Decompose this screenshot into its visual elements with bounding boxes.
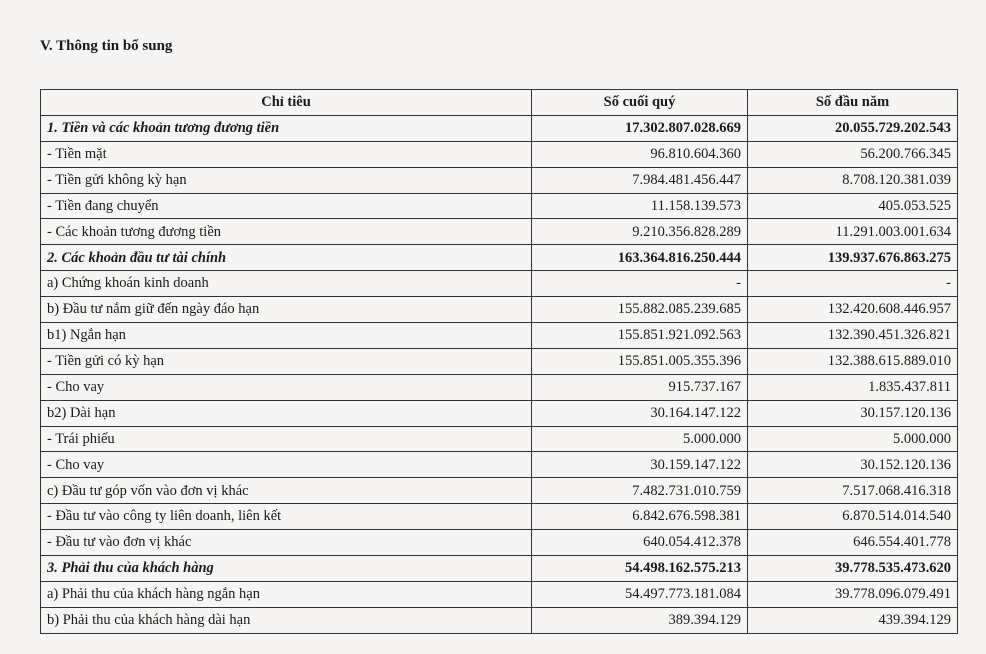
- row-start-of-year-value: 5.000.000: [748, 426, 958, 452]
- table-row: [41, 374, 958, 400]
- row-start-of-year-value: 132.390.451.326.821: [748, 323, 958, 349]
- row-end-of-quarter-value: 54.497.773.181.084: [532, 581, 748, 607]
- row-label: - Tiền gửi có kỳ hạn: [41, 348, 532, 374]
- row-label: c) Đầu tư góp vốn vào đơn vị khác: [41, 478, 532, 504]
- row-start-of-year-value: 39.778.535.473.620: [748, 556, 958, 582]
- row-start-of-year-value: 439.394.129: [748, 607, 958, 633]
- row-end-of-quarter-value: -: [532, 271, 748, 297]
- financial-table: [40, 89, 958, 634]
- row-end-of-quarter-value: 163.364.816.250.444: [532, 245, 748, 271]
- table-row: [41, 167, 958, 193]
- table-row: [41, 452, 958, 478]
- row-start-of-year-value: 132.420.608.446.957: [748, 297, 958, 323]
- row-start-of-year-value: 405.053.525: [748, 193, 958, 219]
- header-end-of-quarter: Số cuối quý: [532, 90, 748, 116]
- row-label: 1. Tiền và các khoản tương đương tiền: [41, 115, 532, 141]
- table-row: [41, 297, 958, 323]
- table-row: [41, 219, 958, 245]
- row-start-of-year-value: 6.870.514.014.540: [748, 504, 958, 530]
- row-label: b2) Dài hạn: [41, 400, 532, 426]
- row-label: - Cho vay: [41, 374, 532, 400]
- row-end-of-quarter-value: 7.984.481.456.447: [532, 167, 748, 193]
- row-end-of-quarter-value: 9.210.356.828.289: [532, 219, 748, 245]
- table-row: [41, 245, 958, 271]
- row-end-of-quarter-value: 915.737.167: [532, 374, 748, 400]
- table-row: [41, 400, 958, 426]
- row-start-of-year-value: 646.554.401.778: [748, 530, 958, 556]
- row-label: - Các khoản tương đương tiền: [41, 219, 532, 245]
- row-start-of-year-value: 39.778.096.079.491: [748, 581, 958, 607]
- row-label: b) Phải thu của khách hàng dài hạn: [41, 607, 532, 633]
- row-start-of-year-value: 30.152.120.136: [748, 452, 958, 478]
- table-header-row: [41, 90, 958, 116]
- row-label: a) Chứng khoán kinh doanh: [41, 271, 532, 297]
- row-end-of-quarter-value: 5.000.000: [532, 426, 748, 452]
- row-label: - Đầu tư vào đơn vị khác: [41, 530, 532, 556]
- row-end-of-quarter-value: 96.810.604.360: [532, 141, 748, 167]
- row-end-of-quarter-value: 6.842.676.598.381: [532, 504, 748, 530]
- row-end-of-quarter-value: 11.158.139.573: [532, 193, 748, 219]
- row-end-of-quarter-value: 155.882.085.239.685: [532, 297, 748, 323]
- row-start-of-year-value: 20.055.729.202.543: [748, 115, 958, 141]
- table-row: [41, 115, 958, 141]
- header-indicator: Chỉ tiêu: [41, 90, 532, 116]
- row-start-of-year-value: 30.157.120.136: [748, 400, 958, 426]
- row-label: - Trái phiếu: [41, 426, 532, 452]
- row-start-of-year-value: 1.835.437.811: [748, 374, 958, 400]
- row-end-of-quarter-value: 30.164.147.122: [532, 400, 748, 426]
- row-label: - Cho vay: [41, 452, 532, 478]
- row-label: - Tiền mặt: [41, 141, 532, 167]
- row-start-of-year-value: -: [748, 271, 958, 297]
- row-start-of-year-value: 132.388.615.889.010: [748, 348, 958, 374]
- table-row: [41, 323, 958, 349]
- row-end-of-quarter-value: 7.482.731.010.759: [532, 478, 748, 504]
- row-label: 3. Phải thu của khách hàng: [41, 556, 532, 582]
- header-start-of-year: Số đầu năm: [748, 90, 958, 116]
- row-label: - Tiền đang chuyển: [41, 193, 532, 219]
- row-label: b1) Ngắn hạn: [41, 323, 532, 349]
- table-row: [41, 348, 958, 374]
- table-row: [41, 504, 958, 530]
- table-row: [41, 271, 958, 297]
- row-start-of-year-value: 8.708.120.381.039: [748, 167, 958, 193]
- table-row: [41, 581, 958, 607]
- row-end-of-quarter-value: 155.851.921.092.563: [532, 323, 748, 349]
- table-row: [41, 556, 958, 582]
- row-start-of-year-value: 11.291.003.001.634: [748, 219, 958, 245]
- table-row: [41, 426, 958, 452]
- row-label: 2. Các khoản đầu tư tài chính: [41, 245, 532, 271]
- row-start-of-year-value: 139.937.676.863.275: [748, 245, 958, 271]
- row-end-of-quarter-value: 54.498.162.575.213: [532, 556, 748, 582]
- row-end-of-quarter-value: 640.054.412.378: [532, 530, 748, 556]
- row-label: b) Đầu tư nắm giữ đến ngày đáo hạn: [41, 297, 532, 323]
- table-row: [41, 141, 958, 167]
- row-label: - Đầu tư vào công ty liên doanh, liên kết: [41, 504, 532, 530]
- row-end-of-quarter-value: 30.159.147.122: [532, 452, 748, 478]
- table-row: [41, 193, 958, 219]
- table-row: [41, 530, 958, 556]
- row-start-of-year-value: 7.517.068.416.318: [748, 478, 958, 504]
- row-label: a) Phải thu của khách hàng ngắn hạn: [41, 581, 532, 607]
- row-end-of-quarter-value: 389.394.129: [532, 607, 748, 633]
- table-row: [41, 478, 958, 504]
- row-end-of-quarter-value: 155.851.005.355.396: [532, 348, 748, 374]
- table-row: [41, 607, 958, 633]
- row-start-of-year-value: 56.200.766.345: [748, 141, 958, 167]
- row-end-of-quarter-value: 17.302.807.028.669: [532, 115, 748, 141]
- section-title: V. Thông tin bổ sung: [40, 38, 173, 54]
- row-label: - Tiền gửi không kỳ hạn: [41, 167, 532, 193]
